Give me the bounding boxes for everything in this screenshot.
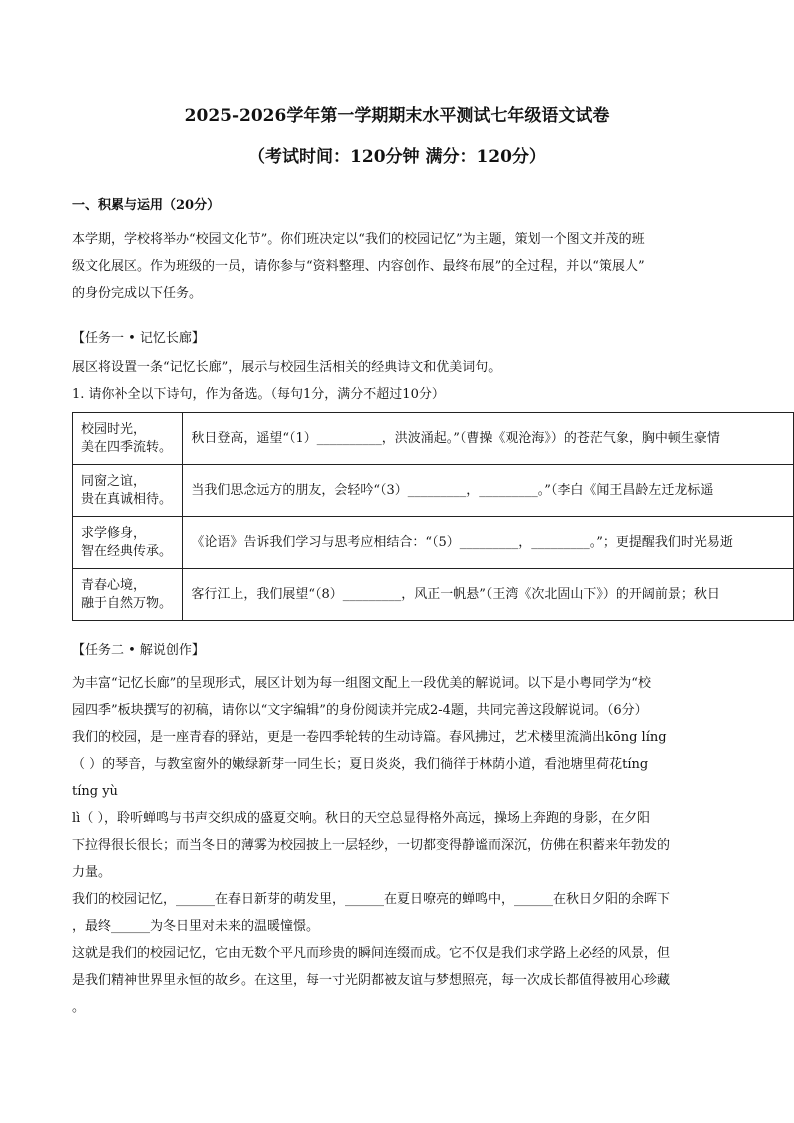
- passage-line: 。: [72, 1000, 86, 1015]
- table-row: [73, 517, 794, 569]
- section-heading: 一、积累与运用（20分）: [72, 198, 221, 213]
- passage-line: 是我们精神世界里永恒的故乡。在这里，每一寸光阴都被友谊与梦想照亮，每一次成长都值得被用心珍藏: [72, 973, 671, 988]
- row-label: [73, 517, 183, 569]
- row-label: [73, 569, 183, 621]
- label-line: 青春心境，: [81, 577, 147, 593]
- label-line: 求学修身，: [81, 525, 147, 541]
- exam-title: 2025-2026学年第一学期期末水平测试七年级语文试卷: [184, 106, 610, 126]
- label-line: 校园时光，: [81, 421, 147, 437]
- label-line: 贵在真诚相待。: [81, 491, 173, 507]
- passage-line: lì（ ），聆听蝉鸣与书声交织成的盛夏交响。秋日的天空总显得格外高远，操场上奔跑的身影，在夕阳: [72, 811, 650, 826]
- exam-subtitle: （考试时间：120分钟 满分：120分）: [248, 147, 546, 167]
- label-line: 美在四季流转。: [81, 439, 173, 455]
- intro-line: 本学期，学校将举办“校园文化节”。你们班决定以“我们的校园记忆”为主题，策划一个图文并茂的班: [72, 232, 645, 247]
- passage-line: 力量。: [72, 865, 112, 880]
- passage-line: 我们的校园，是一座青春的驿站，更是一卷四季轮转的生动诗篇。春风拂过，艺术楼里流淌出kōng líng: [72, 730, 667, 745]
- label-line: 同窗之谊，: [81, 473, 147, 489]
- passage-line: 这就是我们的校园记忆，它由无数个平凡而珍贵的瞬间连缀而成。它不仅是我们求学路上必经的风景，但: [72, 946, 671, 961]
- passage-line: ，最终______为冬日里对未来的温暖憧憬。: [72, 919, 320, 934]
- row-content: 当我们思念远方的朋友，会轻吟“（3）_________，_________。”（李白《闻王昌龄左迁龙标遥: [183, 465, 794, 517]
- question-1: 1. 请你补全以下诗句，作为备选。（每句1分，满分不超过10分）: [72, 387, 445, 402]
- row-label: [73, 413, 183, 465]
- task1-heading: 【任务一 • 记忆长廊】: [72, 331, 205, 346]
- intro-line: 的身份完成以下任务。: [72, 286, 203, 301]
- row-content: 秋日登高，遥望“（1）__________，洪波涌起。”（曹操《观沧海》）的苍茫气象，胸中顿生豪情: [183, 413, 794, 465]
- passage-line: 下拉得很长很长；而当冬日的薄雾为校园披上一层轻纱，一切都变得静谧而深沉，仿佛在积蓄来年勃发的: [72, 838, 671, 853]
- passage-line: （ ）的琴音，与教室窗外的嫩绿新芽一同生长；夏日炎炎，我们徜徉于林荫小道，看池塘里荷花tíng: [72, 757, 649, 772]
- intro-line: 级文化展区。作为班级的一员，请你参与“资料整理、内容创作、最终布展”的全过程，并以“策展人”: [72, 259, 645, 274]
- memory-table: [72, 412, 794, 621]
- table-row: [73, 413, 794, 465]
- table-row: [73, 569, 794, 621]
- row-label: [73, 465, 183, 517]
- passage-line: 为丰富“记忆长廊”的呈现形式，展区计划为每一组图文配上一段优美的解说词。以下是小粤同学为“校: [72, 676, 651, 691]
- row-content: 《论语》告诉我们学习与思考应相结合：“（5）_________，_________。”；更提醒我们时光易逝: [183, 517, 794, 569]
- label-line: 融于自然万物。: [81, 595, 173, 611]
- label-line: 智在经典传承。: [81, 543, 173, 559]
- passage-line: 园四季”板块撰写的初稿，请你以“文字编辑”的身份阅读并完成2-4题，共同完善这段解说词。（6分）: [72, 703, 648, 718]
- task2-heading: 【任务二 • 解说创作】: [72, 643, 205, 658]
- passage-line: tíng yù: [72, 784, 118, 799]
- task1-description: 展区将设置一条“记忆长廊”，展示与校园生活相关的经典诗文和优美词句。: [72, 360, 502, 375]
- passage-line: 我们的校园记忆，______在春日新芽的萌发里，______在夏日嘹亮的蝉鸣中，______在秋日夕阳的余晖下: [72, 892, 671, 907]
- row-content: 客行江上，我们展望“（8）_________，风正一帆悬”（王湾《次北固山下》）的开阔前景；秋日: [183, 569, 794, 621]
- table-row: [73, 465, 794, 517]
